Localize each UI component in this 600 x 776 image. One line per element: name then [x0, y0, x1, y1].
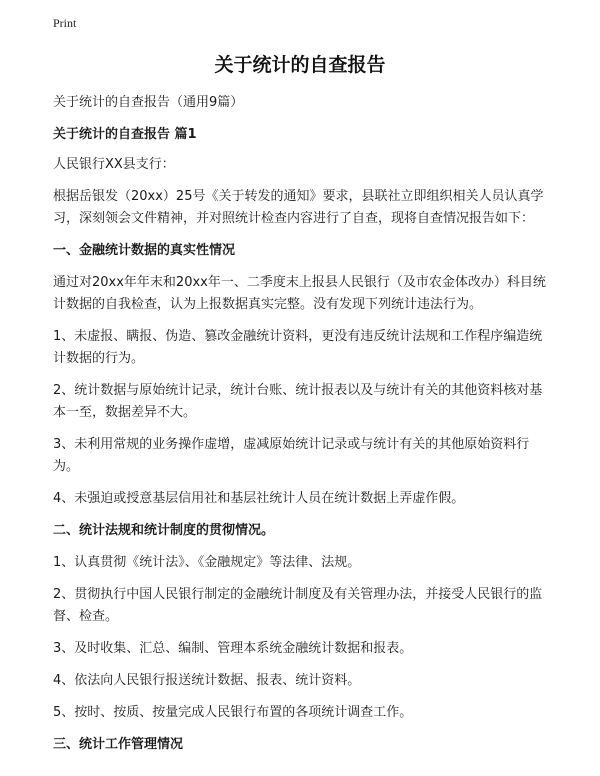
document-body [53, 92, 553, 766]
section-heading-2: 二、统计法规和统计制度的贯彻情况。 [53, 523, 275, 538]
document-subtitle: 关于统计的自查报告（通用9篇） [53, 95, 244, 110]
section-2-item: 4、依法向人民银行报送统计数据、报表、统计资料。 [53, 673, 361, 688]
article-heading: 关于统计的自查报告 篇1 [53, 127, 197, 142]
intro-paragraph: 根据岳银发（20xx）25号《关于转发的通知》要求，县联社立即组织相关人员认真学习，深刻领会文件精神，并对照统计检查内容进行了自查，现将自查情况报告如下： [53, 189, 544, 226]
page-title: 关于统计的自查报告 [214, 54, 386, 76]
section-2-item: 2、贯彻执行中国人民银行制定的金融统计制度及有关管理办法，并接受人民银行的监督、检查。 [53, 587, 543, 624]
print-link[interactable]: Print [53, 16, 77, 30]
salutation: 人民银行XX县支行： [53, 157, 175, 172]
section-2-item: 5、按时、按质、按量完成人民银行布置的各项统计调查工作。 [53, 705, 413, 720]
section-2-item: 1、认真贯彻《统计法》、《金融规定》等法律、法规。 [53, 555, 361, 570]
section-1-item: 4、未强迫或授意基层信用社和基层社统计人员在统计数据上弄虚作假。 [53, 491, 465, 506]
section-heading-3: 三、统计工作管理情况 [53, 737, 184, 752]
section-heading-1: 一、金融统计数据的真实性情况 [53, 243, 236, 258]
section-1-item: 3、未利用常规的业务操作虚增，虚减原始统计记录或与统计有关的其他原始资料行为。 [53, 437, 530, 474]
section-1-item: 2、统计数据与原始统计记录，统计台账、统计报表以及与统计有关的其他资料核对基本一至，数据差异不大。 [53, 383, 543, 420]
section-1-lead: 通过对20xx年年末和20xx年一、二季度末上报县人民银行（及市农金体改办）科目统计数据的自我检查，认为上报数据真实完整。没有发现下列统计违法行为。 [53, 275, 546, 312]
section-1-item: 1、未虚报、瞒报、伪造、篡改金融统计资料，更没有违反统计法规和工作程序编造统计数据的行为。 [53, 329, 543, 366]
section-2-item: 3、及时收集、汇总、编制、管理本系统金融统计数据和报表。 [53, 641, 413, 656]
